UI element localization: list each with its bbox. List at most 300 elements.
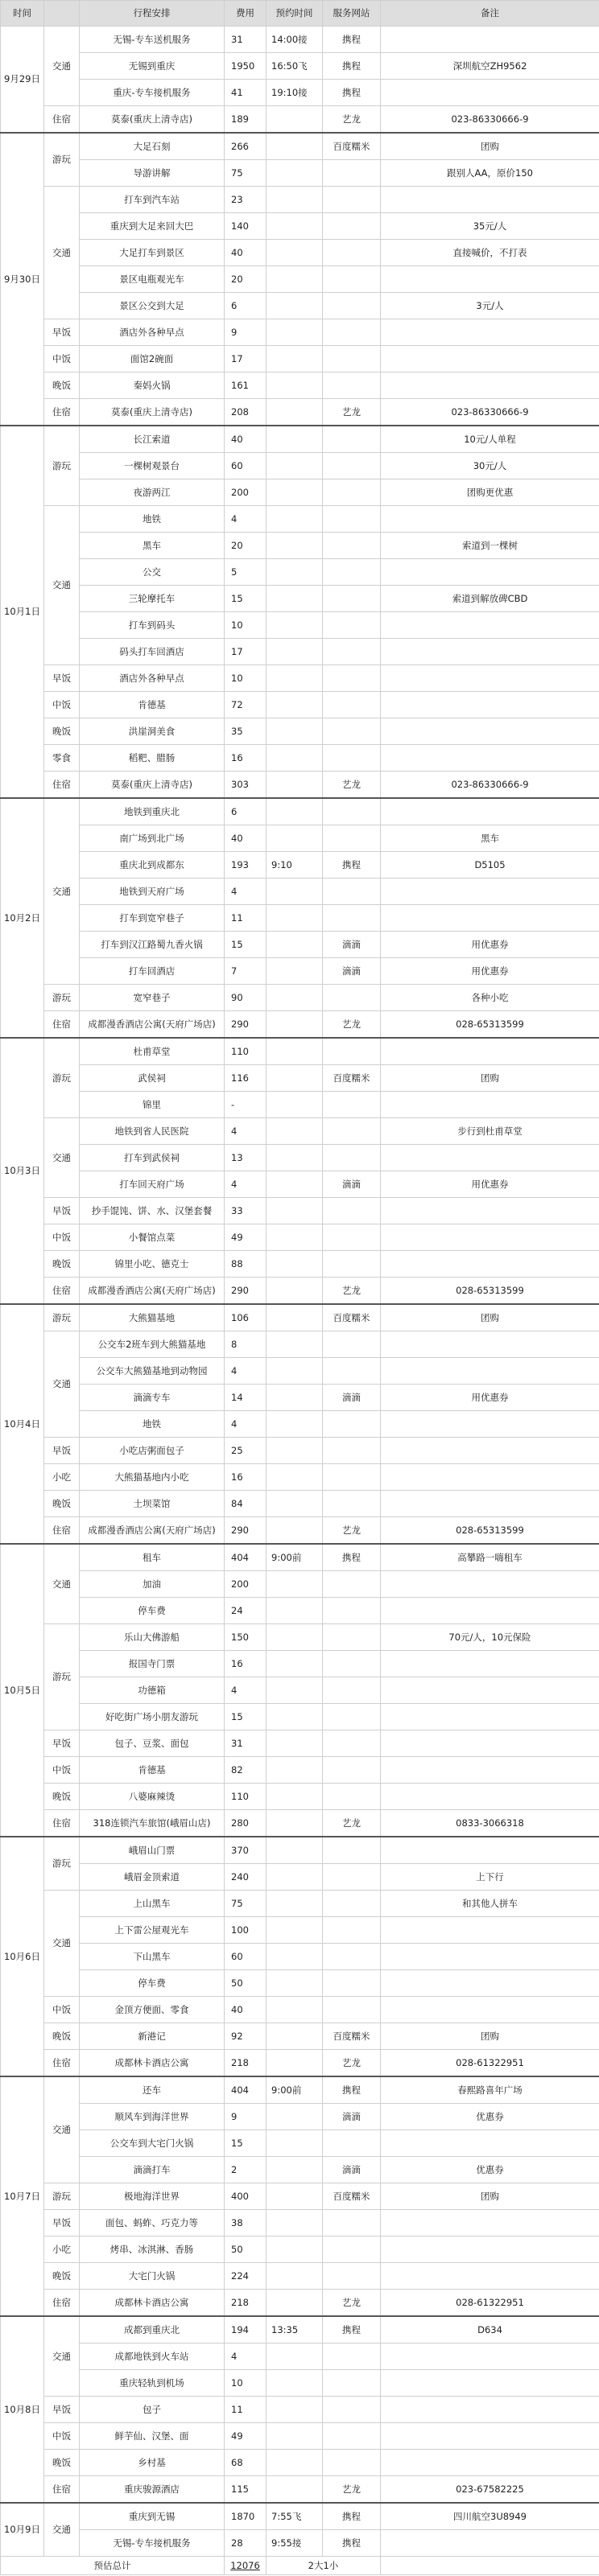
cell-item: 一棵树观景台: [80, 453, 225, 479]
cell-fee: 4: [225, 879, 266, 905]
day-date: 10月8日: [1, 2316, 44, 2503]
cell-fee: 41: [225, 80, 266, 106]
cell-site: 滴滴: [323, 2104, 381, 2130]
itinerary-row: [1, 346, 599, 372]
cell-note: 0833-3066318: [381, 1810, 599, 1837]
itinerary-row: [1, 586, 599, 612]
cell-time: [266, 1571, 323, 1598]
cell-fee: 50: [225, 1970, 266, 1997]
itinerary-row: [1, 2423, 599, 2450]
row-category: 住宿: [44, 1011, 80, 1039]
cell-site: [323, 2397, 381, 2423]
cell-note: [381, 612, 599, 639]
cell-time: [266, 772, 323, 799]
cell-note: 团购: [381, 1304, 599, 1331]
day-date: 10月2日: [1, 798, 44, 1038]
cell-fee: 75: [225, 160, 266, 187]
cell-item: 金顶方便面、零食: [80, 1997, 225, 2023]
cell-time: [266, 1224, 323, 1251]
itinerary-row: [1, 1970, 599, 1997]
itinerary-row: [1, 1065, 599, 1092]
cell-fee: 20: [225, 266, 266, 293]
cell-time: [266, 1011, 323, 1039]
row-category: 中饭: [44, 1224, 80, 1251]
cell-site: [323, 1251, 381, 1278]
cell-fee: 88: [225, 1251, 266, 1278]
itinerary-row: [1, 2023, 599, 2050]
itinerary-row: [1, 772, 599, 799]
cell-time: [266, 1411, 323, 1438]
cell-time: [266, 533, 323, 559]
cell-note: 028-65313599: [381, 1517, 599, 1545]
cell-item: 乐山大佛游船: [80, 1624, 225, 1651]
cell-item: 滴滴专车: [80, 1385, 225, 1411]
cell-site: 滴滴: [323, 1171, 381, 1198]
itinerary-row: [1, 2263, 599, 2290]
cell-site: [323, 426, 381, 453]
cell-item: 成都漫香酒店公寓(天府广场店): [80, 1517, 225, 1545]
cell-site: 携程: [323, 27, 381, 53]
cell-note: [381, 1917, 599, 1944]
cell-fee: 17: [225, 639, 266, 665]
itinerary-row: [1, 745, 599, 772]
cell-time: [266, 612, 323, 639]
cell-time: [266, 453, 323, 479]
header-schedule: 行程安排: [80, 1, 225, 27]
cell-site: [323, 1411, 381, 1438]
cell-time: [266, 426, 323, 453]
itinerary-row: [1, 1411, 599, 1438]
cell-item: 导游讲解: [80, 160, 225, 187]
cell-time: [266, 1251, 323, 1278]
cell-item: 肯德基: [80, 1757, 225, 1784]
cell-fee: 23: [225, 187, 266, 213]
cell-item: 景区公交到大足: [80, 293, 225, 319]
cell-site: [323, 453, 381, 479]
cell-note: [381, 2450, 599, 2476]
cell-time: [266, 1864, 323, 1891]
cell-time: [266, 1304, 323, 1331]
itinerary-row: [1, 1997, 599, 2023]
cell-fee: 60: [225, 453, 266, 479]
cell-time: [266, 1837, 323, 1864]
cell-note: 索道到一棵树: [381, 533, 599, 559]
cell-item: 重庆骏源酒店: [80, 2476, 225, 2504]
cell-time: [266, 479, 323, 506]
itinerary-row: [1, 798, 599, 825]
cell-item: 烤串、冰淇淋、香肠: [80, 2237, 225, 2263]
cell-time: 16:50飞: [266, 53, 323, 80]
itinerary-row: [1, 240, 599, 266]
cell-fee: 208: [225, 399, 266, 426]
itinerary-row: [1, 1491, 599, 1517]
cell-item: 地铁: [80, 1411, 225, 1438]
cell-fee: 224: [225, 2263, 266, 2290]
itinerary-row: [1, 293, 599, 319]
cell-item: 好吃街广场小朋友游玩: [80, 1704, 225, 1730]
itinerary-row: [1, 426, 599, 453]
cell-item: 码头打车回酒店: [80, 639, 225, 665]
cell-site: [323, 879, 381, 905]
cell-note: [381, 1145, 599, 1171]
itinerary-row: [1, 852, 599, 879]
cell-site: [323, 479, 381, 506]
cell-item: 地铁: [80, 506, 225, 533]
cell-time: 9:00前: [266, 1544, 323, 1571]
cell-time: [266, 266, 323, 293]
cell-fee: 15: [225, 586, 266, 612]
cell-time: [266, 319, 323, 346]
cell-note: [381, 1224, 599, 1251]
row-category: 住宿: [44, 1517, 80, 1545]
cell-note: 30元/人: [381, 453, 599, 479]
itinerary-row: [1, 2476, 599, 2504]
cell-fee: 16: [225, 1464, 266, 1491]
footer-notes: [381, 2557, 599, 2575]
cell-time: [266, 1038, 323, 1065]
cell-item: 洪崖洞美食: [80, 718, 225, 745]
cell-fee: 189: [225, 106, 266, 134]
cell-site: [323, 240, 381, 266]
cell-note: 3元/人: [381, 293, 599, 319]
cell-time: [266, 372, 323, 399]
cell-item: 顺风车到海洋世界: [80, 2104, 225, 2130]
row-category: 早饭: [44, 2397, 80, 2423]
itinerary-row: [1, 533, 599, 559]
cell-time: [266, 1358, 323, 1385]
itinerary-row: [1, 2530, 599, 2557]
cell-item: 公交: [80, 559, 225, 586]
cell-note: [381, 1411, 599, 1438]
cell-site: [323, 1464, 381, 1491]
row-category: 游玩: [44, 426, 80, 506]
cell-fee: 404: [225, 2076, 266, 2104]
row-category: 游玩: [44, 1624, 80, 1730]
cell-site: [323, 985, 381, 1011]
cell-note: [381, 718, 599, 745]
cell-item: 公交车大熊猫基地到动物园: [80, 1358, 225, 1385]
cell-note: [381, 27, 599, 53]
cell-fee: 16: [225, 1651, 266, 1677]
cell-item: 锦里: [80, 1092, 225, 1118]
day-date: 10月9日: [1, 2503, 44, 2557]
cell-fee: 72: [225, 692, 266, 718]
cell-time: [266, 1065, 323, 1092]
cell-note: [381, 1092, 599, 1118]
cell-note: 团购: [381, 1065, 599, 1092]
cell-time: [266, 1278, 323, 1305]
cell-note: 步行到杜甫草堂: [381, 1118, 599, 1145]
cell-fee: 24: [225, 1598, 266, 1624]
cell-site: [323, 213, 381, 240]
cell-site: 滴滴: [323, 1385, 381, 1411]
row-category: 中饭: [44, 346, 80, 372]
cell-time: 7:55飞: [266, 2503, 323, 2530]
cell-item: 南广场到北广场: [80, 825, 225, 852]
row-category: 游玩: [44, 1837, 80, 1891]
cell-fee: 28: [225, 2530, 266, 2557]
itinerary-row: [1, 2397, 599, 2423]
cell-time: [266, 1464, 323, 1491]
cell-fee: 4: [225, 506, 266, 533]
cell-fee: 15: [225, 2130, 266, 2157]
itinerary-row: [1, 1810, 599, 1837]
total-label: 预估总计: [1, 2557, 225, 2575]
cell-time: [266, 1118, 323, 1145]
cell-note: [381, 905, 599, 932]
itinerary-row: [1, 2157, 599, 2183]
cell-time: [266, 1331, 323, 1358]
day-date: 9月29日: [1, 27, 44, 134]
cell-note: [381, 1757, 599, 1784]
cell-site: [323, 2344, 381, 2370]
cell-site: [323, 2130, 381, 2157]
cell-time: [266, 1917, 323, 1944]
cell-fee: 11: [225, 2397, 266, 2423]
row-category: 住宿: [44, 399, 80, 426]
cell-item: 三轮摩托车: [80, 586, 225, 612]
itinerary-row: [1, 213, 599, 240]
cell-fee: 25: [225, 1438, 266, 1464]
day-date: 10月5日: [1, 1544, 44, 1837]
party-size: 2大1小: [266, 2557, 381, 2575]
cell-time: [266, 1092, 323, 1118]
itinerary-row: [1, 506, 599, 533]
cell-item: 成都漫香酒店公寓(天府广场店): [80, 1278, 225, 1305]
cell-site: 滴滴: [323, 958, 381, 985]
itinerary-row: [1, 692, 599, 718]
cell-site: 艺龙: [323, 2290, 381, 2317]
cell-fee: 11: [225, 905, 266, 932]
itinerary-row: [1, 319, 599, 346]
cell-note: 高攀路一嗨租车: [381, 1544, 599, 1571]
cell-site: [323, 372, 381, 399]
row-category: 中饭: [44, 2423, 80, 2450]
cell-item: 景区电瓶观光车: [80, 266, 225, 293]
cell-item: 杜甫草堂: [80, 1038, 225, 1065]
cell-time: 9:00前: [266, 2076, 323, 2104]
cell-fee: 7: [225, 958, 266, 985]
cell-fee: 218: [225, 2050, 266, 2077]
total-fee: 12076: [225, 2557, 266, 2575]
itinerary-row: [1, 1837, 599, 1864]
cell-note: D634: [381, 2316, 599, 2344]
cell-time: 13:35: [266, 2316, 323, 2344]
itinerary-row: [1, 1224, 599, 1251]
cell-site: [323, 1784, 381, 1810]
cell-time: [266, 692, 323, 718]
cell-site: [323, 533, 381, 559]
cell-site: [323, 1730, 381, 1757]
day-date: 10月7日: [1, 2076, 44, 2316]
cell-note: D5105: [381, 852, 599, 879]
row-category: 住宿: [44, 772, 80, 799]
itinerary-row: [1, 1438, 599, 1464]
cell-item: 抄手馄饨、饼、水、汉堡套餐: [80, 1198, 225, 1224]
cell-note: [381, 372, 599, 399]
cell-site: [323, 559, 381, 586]
cell-note: [381, 506, 599, 533]
cell-note: 028-61322951: [381, 2050, 599, 2077]
cell-item: 面包、蚂蚱、巧克力等: [80, 2210, 225, 2237]
cell-time: [266, 2023, 323, 2050]
cell-site: 携程: [323, 1544, 381, 1571]
cell-item: 无锡到重庆: [80, 53, 225, 80]
itinerary-row: [1, 1251, 599, 1278]
cell-site: [323, 1331, 381, 1358]
cell-site: [323, 1891, 381, 1917]
row-category: 晚饭: [44, 1784, 80, 1810]
cell-site: [323, 1970, 381, 1997]
itinerary-row: [1, 1092, 599, 1118]
itinerary-row: [1, 879, 599, 905]
cell-time: [266, 1784, 323, 1810]
itinerary-row: [1, 27, 599, 53]
cell-note: [381, 187, 599, 213]
cell-fee: 10: [225, 665, 266, 692]
cell-note: [381, 1677, 599, 1704]
cell-note: 跟别人AA，原价150: [381, 160, 599, 187]
itinerary-row: [1, 1624, 599, 1651]
itinerary-row: [1, 399, 599, 426]
row-category: 交通: [44, 798, 80, 985]
cell-fee: 2: [225, 2157, 266, 2183]
itinerary-row: [1, 1544, 599, 1571]
cell-note: 028-65313599: [381, 1011, 599, 1039]
cell-site: 艺龙: [323, 1278, 381, 1305]
cell-site: 携程: [323, 80, 381, 106]
cell-item: 土坝菜馆: [80, 1491, 225, 1517]
cell-time: [266, 213, 323, 240]
cell-fee: 68: [225, 2450, 266, 2476]
itinerary-row: [1, 1011, 599, 1039]
cell-time: [266, 798, 323, 825]
cell-site: [323, 1145, 381, 1171]
itinerary-row: [1, 1278, 599, 1305]
cell-note: 索道到解放碑CBD: [381, 586, 599, 612]
cell-time: [266, 187, 323, 213]
cell-fee: 92: [225, 2023, 266, 2050]
row-category: 早饭: [44, 1438, 80, 1464]
cell-note: [381, 2210, 599, 2237]
cell-time: 9:55接: [266, 2530, 323, 2557]
cell-item: 新港记: [80, 2023, 225, 2050]
row-category: 住宿: [44, 1278, 80, 1305]
cell-site: [323, 1358, 381, 1385]
cell-item: 小吃店粥面包子: [80, 1438, 225, 1464]
cell-fee: 31: [225, 27, 266, 53]
cell-item: 成都漫香酒店公寓(天府广场店): [80, 1011, 225, 1039]
cell-item: 停车费: [80, 1598, 225, 1624]
cell-item: 地铁到天府广场: [80, 879, 225, 905]
cell-site: 携程: [323, 2530, 381, 2557]
day-date: 10月3日: [1, 1038, 44, 1304]
cell-note: [381, 2130, 599, 2157]
row-category: 小吃: [44, 2237, 80, 2263]
itinerary-row: [1, 1304, 599, 1331]
cell-note: [381, 319, 599, 346]
cell-time: [266, 2237, 323, 2263]
cell-time: [266, 2263, 323, 2290]
cell-time: [266, 1598, 323, 1624]
itinerary-row: [1, 2237, 599, 2263]
cell-note: [381, 879, 599, 905]
cell-site: [323, 798, 381, 825]
cell-note: [381, 1464, 599, 1491]
cell-time: [266, 1970, 323, 1997]
cell-site: 百度糯米: [323, 133, 381, 160]
cell-site: [323, 2237, 381, 2263]
cell-site: 滴滴: [323, 932, 381, 958]
itinerary-row: [1, 2130, 599, 2157]
cell-time: [266, 665, 323, 692]
itinerary-row: [1, 1917, 599, 1944]
cell-site: [323, 1438, 381, 1464]
cell-fee: -: [225, 1092, 266, 1118]
cell-note: 023-86330666-9: [381, 106, 599, 134]
itinerary-row: [1, 2344, 599, 2370]
itinerary-row: [1, 985, 599, 1011]
cell-item: 武侯祠: [80, 1065, 225, 1092]
row-category: 晚饭: [44, 1491, 80, 1517]
itinerary-row: [1, 825, 599, 852]
cell-note: 028-65313599: [381, 1278, 599, 1305]
cell-item: 大熊猫基地内小吃: [80, 1464, 225, 1491]
cell-item: 上下雷公屋观光车: [80, 1917, 225, 1944]
cell-note: [381, 2263, 599, 2290]
cell-site: [323, 1491, 381, 1517]
itinerary-row: [1, 2050, 599, 2077]
cell-fee: 1950: [225, 53, 266, 80]
cell-note: 团购: [381, 2183, 599, 2210]
cell-time: [266, 1891, 323, 1917]
cell-note: [381, 2237, 599, 2263]
itinerary-row: [1, 932, 599, 958]
itinerary-row: [1, 1145, 599, 1171]
row-category: 早饭: [44, 319, 80, 346]
cell-fee: 17: [225, 346, 266, 372]
cell-time: [266, 2476, 323, 2504]
row-category: 早饭: [44, 2210, 80, 2237]
cell-note: [381, 1784, 599, 1810]
cell-note: 黑车: [381, 825, 599, 852]
cell-time: [266, 2290, 323, 2317]
cell-fee: 4: [225, 1118, 266, 1145]
cell-item: 稻粑、腊肠: [80, 745, 225, 772]
cell-time: [266, 160, 323, 187]
cell-note: 用优惠券: [381, 1171, 599, 1198]
cell-note: [381, 2344, 599, 2370]
cell-time: [266, 879, 323, 905]
cell-note: [381, 1571, 599, 1598]
cell-time: [266, 506, 323, 533]
cell-note: 用优惠券: [381, 958, 599, 985]
cell-note: 四川航空3U8949: [381, 2503, 599, 2530]
cell-time: [266, 2050, 323, 2077]
cell-time: [266, 1810, 323, 1837]
cell-item: 公交车2班车到大熊猫基地: [80, 1331, 225, 1358]
cell-site: [323, 1198, 381, 1224]
row-category: 游玩: [44, 1304, 80, 1331]
cell-time: [266, 1624, 323, 1651]
cell-fee: 4: [225, 1358, 266, 1385]
cell-note: 023-86330666-9: [381, 399, 599, 426]
cell-fee: 31: [225, 1730, 266, 1757]
cell-time: [266, 1145, 323, 1171]
cell-time: [266, 293, 323, 319]
cell-note: [381, 346, 599, 372]
cell-item: 秦妈火锅: [80, 372, 225, 399]
